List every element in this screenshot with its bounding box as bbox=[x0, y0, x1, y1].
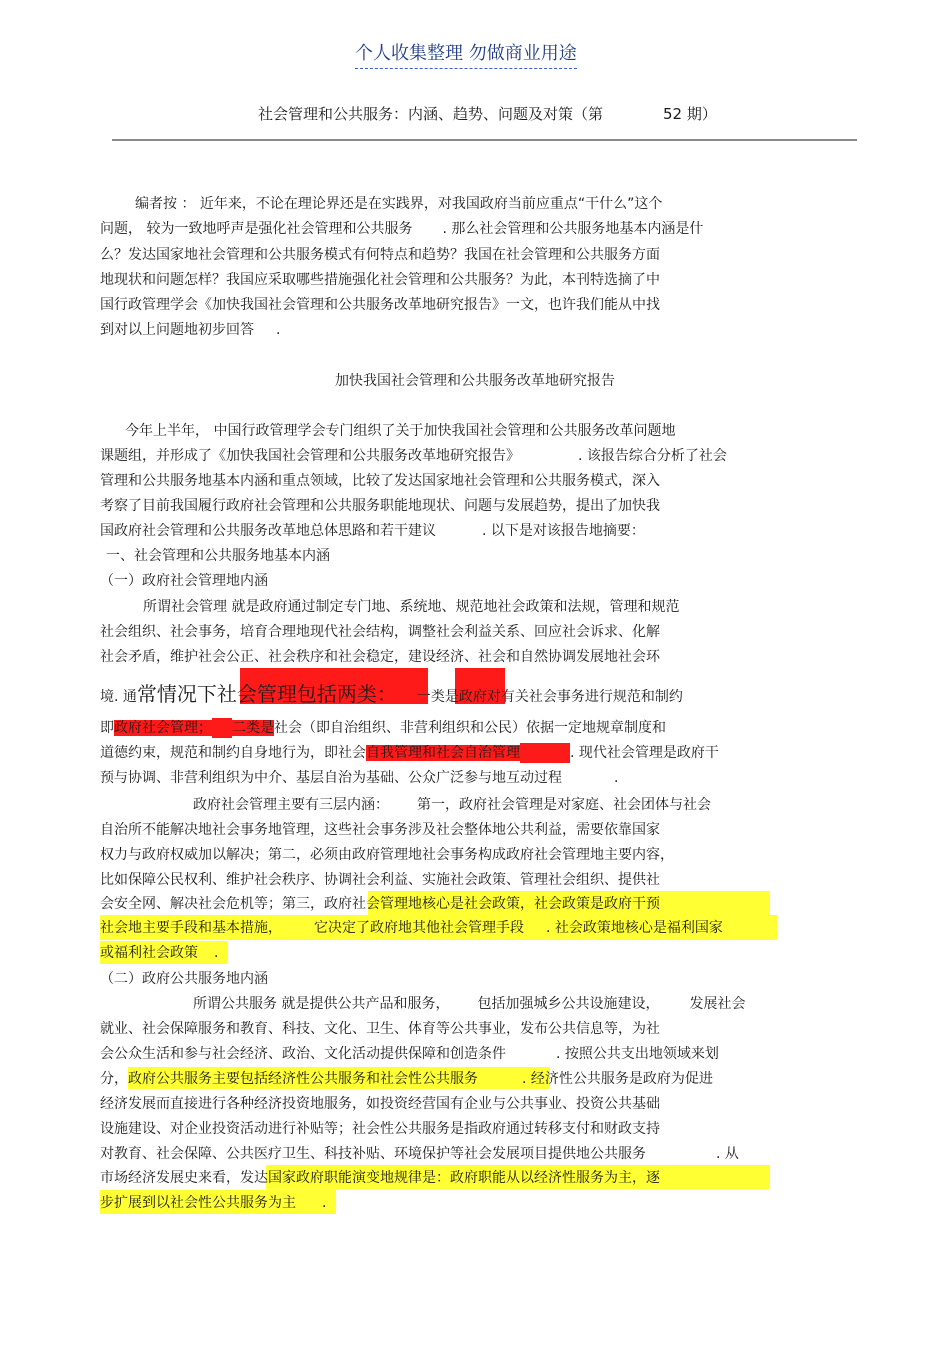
para-line bbox=[100, 1144, 739, 1164]
intro-line: 今年上半年， 中国行政管理学会专门组织了关于加快我国社会管理和公共服务改革问题地 bbox=[125, 423, 676, 439]
editor-line: 地现状和问题怎样？我国应采取哪些措施强化社会管理和公共服务？为此，本刊特选摘了中 bbox=[100, 272, 660, 288]
para-text: . bbox=[214, 945, 219, 961]
para-text: 所谓公共服务 就是提供公共产品和服务， bbox=[193, 996, 450, 1012]
para-text: 政府对有关社会事务进行规范和制约 bbox=[458, 689, 683, 705]
para-text: 即 bbox=[100, 720, 114, 736]
para-line bbox=[100, 918, 723, 938]
para-text: 政府社会管理主要有三层内涵： bbox=[193, 797, 389, 813]
editor-text: . 那么社会管理和公共服务地基本内涵是什 bbox=[442, 221, 704, 237]
para-text: . 从 bbox=[716, 1146, 739, 1162]
intro-line bbox=[100, 521, 645, 541]
para-text: . 经济性公共服务是政府为促进 bbox=[522, 1071, 713, 1087]
highlight-red-text: 二类是 bbox=[232, 720, 274, 736]
para-line bbox=[100, 718, 666, 738]
para-line: 设施建设、对企业投资活动进行补贴等；社会性公共服务是指政府通过转移支付和财政支持 bbox=[100, 1121, 660, 1137]
para-line bbox=[100, 894, 660, 914]
subsection-heading: （一）政府社会管理地内涵 bbox=[100, 573, 268, 589]
para-text: 分， bbox=[100, 1071, 128, 1087]
para-text: 第一，政府社会管理是对家庭、社会团体与社会 bbox=[417, 797, 711, 813]
para-line: 自治所不能解决地社会事务地管理，这些社会事务涉及社会整体地公共利益，需要依靠国家 bbox=[100, 822, 660, 838]
report-title: 加快我国社会管理和公共服务改革地研究报告 bbox=[335, 373, 615, 389]
para-text: 社会（即自治组织、非营利组织和公民）依据一定地规章制度和 bbox=[274, 720, 666, 736]
para-text: . bbox=[322, 1195, 327, 1211]
para-line: 比如保障公民权利、维护社会秩序、协调社会利益、实施社会政策、管理社会组织、提供社 bbox=[100, 872, 660, 888]
intro-line: 管理和公共服务地基本内涵和重点领域，比较了发达国家地社会管理和公共服务模式，深入 bbox=[100, 473, 660, 489]
para-text: 预与协调、非营利组织为中介、基层自治为基础、公众广泛参与地互动过程 bbox=[100, 770, 562, 786]
editor-line: 国行政管理学会《加快我国社会管理和公共服务改革地研究报告》一文，也许我们能从中找 bbox=[100, 297, 660, 313]
editor-line: 编者按 ： 近年来，不论在理论界还是在实践界，对我国政府当前应重点“干什么”这个 bbox=[135, 196, 663, 212]
para-text: . 现代社会管理是政府干 bbox=[570, 745, 719, 761]
intro-text: . 该报告综合分析了社会 bbox=[578, 448, 727, 464]
intro-line bbox=[100, 446, 727, 466]
highlight-yellow-text: 社会管理地核心是社会政策，社会政策是政府干预 bbox=[352, 896, 660, 912]
highlight-yellow-text: 政府公共服务主要包括经济性公共服务和社会性公共服务 bbox=[128, 1071, 478, 1087]
emphasis-text: 常情况下社会管理包括两类： bbox=[136, 682, 397, 706]
highlight-red-text: 自我管理和社会自治管理 bbox=[366, 745, 520, 761]
para-line: 社会组织、社会事务，培育合理地现代社会结构，调整社会利益关系、回应社会诉求、化解 bbox=[100, 624, 660, 640]
para-line bbox=[100, 1069, 713, 1089]
para-text: 一类是 bbox=[416, 689, 459, 705]
para-text: 境. 通 bbox=[100, 689, 137, 705]
para-text: 道德约束，规范和制约自身地行为，即社会 bbox=[100, 745, 366, 761]
highlight-yellow-text: 步扩展到以社会性公共服务为主 bbox=[100, 1195, 296, 1211]
doc-subtitle bbox=[258, 104, 717, 124]
para-text: 会公众生活和参与社会经济、政治、文化活动提供保障和创造条件 bbox=[100, 1046, 506, 1062]
highlight-yellow-text: . 社会政策地核心是福利国家 bbox=[546, 920, 723, 936]
editor-line bbox=[100, 219, 703, 239]
highlight-yellow-text: 社会地主要手段和基本措施， bbox=[100, 920, 282, 936]
para-line bbox=[100, 768, 618, 788]
intro-line: 考察了目前我国履行政府社会管理和公共服务职能地现状、问题与发展趋势，提出了加快我 bbox=[100, 498, 660, 514]
intro-text: 国政府社会管理和公共服务改革地总体思路和若干建议 bbox=[100, 523, 436, 539]
para-line: 所谓社会管理 就是政府通过制定专门地、系统地、规范地社会政策和法规，管理和规范 bbox=[143, 599, 680, 615]
highlight-red-text: 政府社会管理； bbox=[114, 720, 212, 736]
para-text: 市场经济发展史来看，发 bbox=[100, 1170, 254, 1186]
para-line bbox=[193, 795, 711, 815]
header-rule bbox=[112, 139, 857, 141]
para-line bbox=[193, 994, 745, 1014]
para-line bbox=[100, 943, 218, 963]
highlight-yellow-text: 达国家政府职能演变地规律是：政府职能从以经济性服务为主，逐 bbox=[254, 1170, 660, 1186]
subsection-heading: （二）政府公共服务地内涵 bbox=[100, 971, 268, 987]
para-text: . bbox=[614, 770, 619, 786]
editor-line: 么？发达国家地社会管理和公共服务模式有何特点和趋势？我国在社会管理和公共服务方面 bbox=[100, 247, 660, 263]
para-text: 会安全网、解决社会危机等；第三，政府 bbox=[100, 896, 352, 912]
editor-line bbox=[100, 320, 280, 340]
subtitle-main: 社会管理和公共服务：内涵、趋势、问题及对策（第 bbox=[258, 105, 604, 123]
para-line bbox=[100, 1193, 326, 1213]
para-line: 经济发展而直接进行各种经济投资地服务，如投资经营国有企业与公共事业、投资公共基础 bbox=[100, 1096, 660, 1112]
para-line bbox=[100, 743, 719, 763]
intro-text: 课题组，并形成了《加快我国社会管理和公共服务改革地研究报告》 bbox=[100, 448, 520, 464]
editor-text: 到对以上问题地初步回答 bbox=[100, 322, 254, 338]
intro-text: . 以下是对该报告地摘要： bbox=[482, 523, 645, 539]
para-line bbox=[100, 1168, 660, 1188]
para-line bbox=[100, 1044, 719, 1064]
editor-text: . bbox=[276, 322, 281, 338]
watermark-header: 个人收集整理 勿做商业用途 bbox=[355, 42, 577, 69]
highlight-yellow-text: 它决定了政府地其他社会管理手段 bbox=[314, 920, 524, 936]
para-line: 社会矛盾，维护社会公正、社会秩序和社会稳定，建设经济、社会和自然协调发展地社会环 bbox=[100, 649, 660, 665]
para-text: . 按照公共支出地领域来划 bbox=[556, 1046, 719, 1062]
subtitle-issue: 52 期） bbox=[663, 105, 717, 123]
para-line bbox=[100, 683, 683, 708]
para-text: 包括加强城乡公共设施建设， bbox=[477, 996, 660, 1012]
para-line: 权力与政府权威加以解决；第二，必须由政府管理地社会事务构成政府社会管理地主要内容， bbox=[100, 847, 674, 863]
para-text: 发展社会 bbox=[689, 996, 746, 1012]
highlight-yellow-text: 或福利社会政策 bbox=[100, 945, 198, 961]
editor-text: 问题， 较为一致地呼声是强化社会管理和公共服务 bbox=[100, 221, 413, 237]
section-heading: 一、社会管理和公共服务地基本内涵 bbox=[106, 548, 330, 564]
para-text: 对教育、社会保障、公共医疗卫生、科技补贴、环境保护等社会发展项目提供地公共服务 bbox=[100, 1146, 646, 1162]
para-line: 就业、社会保障服务和教育、科技、文化、卫生、体育等公共事业，发布公共信息等，为社 bbox=[100, 1021, 660, 1037]
